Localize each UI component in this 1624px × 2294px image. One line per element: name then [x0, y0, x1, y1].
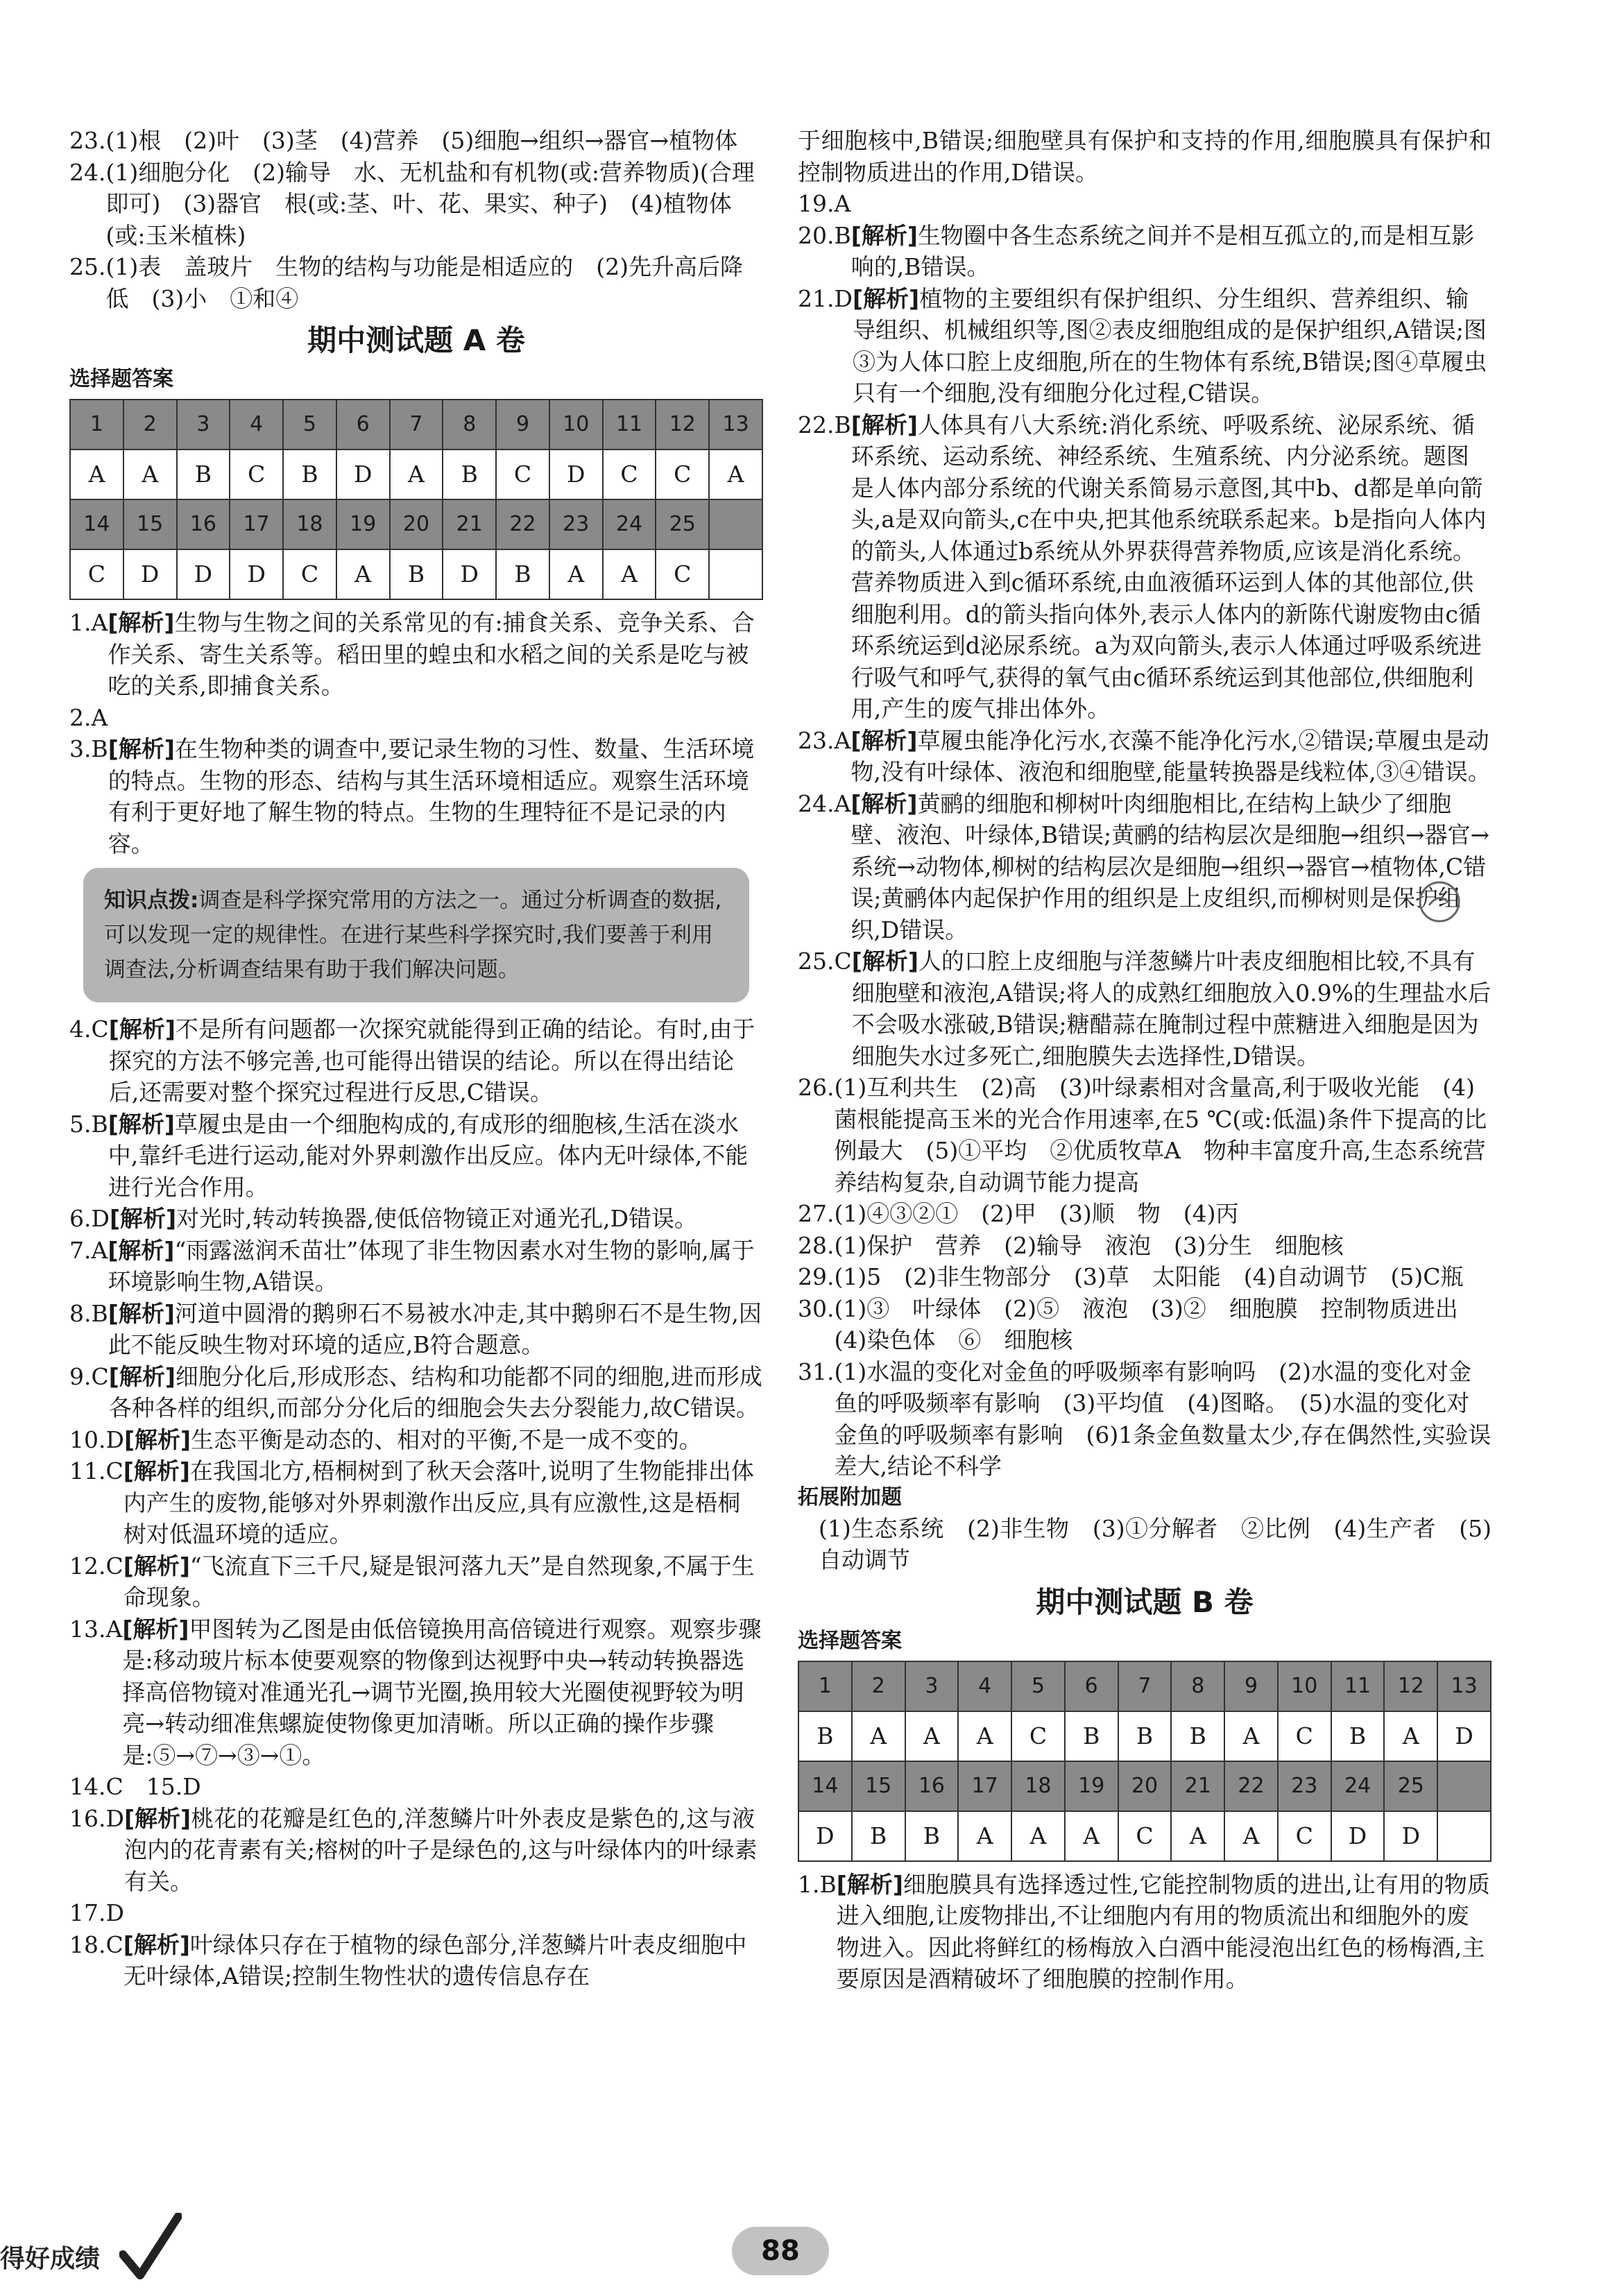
answer-body: 人体具有八大系统:消化系统、呼吸系统、泌尿系统、循环系统、运动系统、神经系统、生殖系统、内分泌系统。题图是人体内部分系统的代谢关系简易示意图,其中b、d都是单向箭头,a是双向箭头,c在中央,把其他系统联系起来。b是指向人体内的箭头,人体通过b系统从外界获得营养物质,应该是消化系统。营养物质进入到c循环系统,由血液循环运到人体的其他部位,供细胞利用。d的箭头指向体外,表示人体内的新陈代谢废物由c循环系统运到d泌尿系统。a为双向箭头,表示人体通过呼吸系统进行吸气和呼气,获得的氧气由c循环系统运到其他部位,供细胞利用,产生的废气排出体外。 [851, 411, 1487, 722]
question-number-cell: 8 [1171, 1661, 1224, 1711]
answer-cell [1437, 1811, 1491, 1861]
answer-cell: C [230, 450, 283, 499]
tip-text: 调查是科学探究常用的方法之一。通过分析调查的数据,可以发现一定的规律性。在进行某些科学探究时,我们要善于利用调查法,分析调查结果有助于我们解决问题。 [104, 888, 722, 982]
answer-text [124, 1803, 763, 1898]
answer-item [798, 788, 1491, 946]
answer-cell: A [123, 450, 177, 499]
answer-body: 生物圈中各生态系统之间并不是相互孤立的,而是相互影响的,B错误。 [851, 221, 1475, 280]
answer-text [108, 733, 763, 859]
answer-text [837, 1869, 1491, 1995]
answer-cell: C [496, 450, 549, 499]
answer-body: 黄鹂的细胞和柳树叶肉细胞相比,在结构上缺少了细胞壁、液泡、叶绿体,B错误;黄鹂的结构层次是细胞→组织→器官→系统→动物体,柳树的结构层次是细胞→组织→器官→植物体,C错误;黄鹂体内起保护作用的组织是上皮组织,而柳树则是保护组织,D错误。 [851, 789, 1490, 943]
answer-cell: C [656, 450, 709, 499]
question-number-cell: 5 [283, 400, 336, 450]
question-number-cell: 6 [1065, 1661, 1118, 1711]
brand-logo: 得好成绩 [0, 2245, 101, 2273]
answer-text [852, 945, 1491, 1072]
checkmark-icon [119, 2213, 182, 2285]
answer-body: “雨露滋润禾苗壮”体现了非生物因素水对生物的影响,属于环境影响生物,A错误。 [108, 1236, 755, 1295]
answer-text [108, 1235, 763, 1298]
answer-text [123, 1455, 763, 1550]
analysis-tag: [解析] [123, 1457, 190, 1484]
answer-cell: A [958, 1711, 1011, 1761]
question-number-cell: 14 [798, 1761, 852, 1811]
answer-cell: D [1331, 1811, 1385, 1861]
answer-text [124, 1424, 763, 1456]
answer-number: 19.A [798, 190, 851, 217]
answer-cell: A [852, 1711, 905, 1761]
analysis-tag: [解析] [123, 1804, 191, 1832]
answer-item [798, 1261, 1491, 1293]
answer-item [798, 220, 1491, 283]
question-number-cell: 3 [177, 400, 230, 450]
answer-text [851, 788, 1491, 946]
answer-item [69, 1235, 763, 1298]
answer-number: 24.A [798, 789, 851, 817]
question-number-cell: 25 [656, 499, 709, 549]
answer-text [109, 1361, 763, 1424]
answer-text [108, 1298, 763, 1361]
question-number-cell: 1 [798, 1661, 852, 1711]
answer-text [834, 1198, 1491, 1230]
question-number-cell: 7 [1118, 1661, 1172, 1711]
answer-item [69, 125, 763, 157]
answer-number: 9.C [69, 1362, 109, 1390]
answer-item [798, 1230, 1491, 1262]
analysis-tag: [解析] [123, 1931, 190, 1958]
question-number-cell: 24 [1331, 1761, 1385, 1811]
question-number-cell: 22 [496, 499, 549, 549]
answer-number: 20.B [798, 221, 851, 249]
answers-before-section-a [69, 125, 763, 314]
question-number-cell: 22 [1224, 1761, 1278, 1811]
answer-cell: A [905, 1711, 959, 1761]
tip-box [83, 868, 749, 1002]
answer-cell: D [1437, 1711, 1491, 1761]
answer-item [798, 188, 1491, 220]
answer-number: 1.A [69, 609, 108, 636]
answer-number: 25. [69, 253, 106, 280]
answer-cell: A [1384, 1711, 1437, 1761]
answer-body: 细胞分化后,形成形态、结构和功能都不同的细胞,进而形成各种各样的组织,而部分分化后的细胞会失去分裂能力,故C错误。 [108, 1362, 762, 1421]
answer-cell: D [549, 450, 603, 499]
question-number-cell: 14 [70, 499, 123, 549]
answer-cell [709, 549, 762, 599]
answer-number: 27. [798, 1200, 835, 1227]
answer-cell: A [1224, 1811, 1278, 1861]
answer-cell: A [1171, 1811, 1224, 1861]
question-number-cell: 25 [1384, 1761, 1437, 1811]
answer-number: 31. [798, 1358, 835, 1385]
answer-number: 4.C [69, 1016, 109, 1043]
answer-item [798, 1072, 1491, 1198]
question-number-row [798, 1661, 1491, 1711]
answer-number: 3.B [69, 735, 108, 762]
answer-text [105, 125, 763, 157]
answer-number: 29. [798, 1263, 835, 1290]
answer-body: 植物的主要组织有保护组织、分生组织、营养组织、输导组织、机械组织等,图②表皮细胞组成的是保护组织,A错误;图③为人体口腔上皮细胞,所在的生物体有系统,B错误;图④草履虫只有一个细胞,没有细胞分化过程,C错误。 [852, 284, 1487, 406]
answer-number: 24. [69, 158, 106, 186]
answer-cell: B [177, 450, 230, 499]
analysis-tag: [解析] [851, 221, 918, 249]
question-number-cell: 8 [443, 400, 496, 450]
continued-text: 于细胞核中,B错误;细胞壁具有保护和支持的作用,细胞膜具有保护和控制物质进出的作用,D错误。 [798, 127, 1491, 186]
answer-item [798, 1869, 1491, 1995]
answer-item [798, 409, 1491, 725]
section-title-a: 期中测试题 A 卷 [307, 323, 525, 357]
answer-text [834, 1230, 1491, 1262]
answer-cell: C [283, 549, 336, 599]
answer-cell: A [549, 549, 603, 599]
mcq-table-b [798, 1661, 1491, 1862]
answer-item [69, 251, 763, 314]
answer-cell: A [1065, 1811, 1118, 1861]
answer-cell: A [958, 1811, 1011, 1861]
left-column [69, 125, 763, 1992]
question-number-cell: 13 [709, 400, 762, 450]
analysis-tag: [解析] [108, 1016, 176, 1043]
answer-item [69, 1613, 763, 1772]
answer-text [105, 251, 763, 314]
question-number-cell: 21 [1171, 1761, 1224, 1811]
answer-item [69, 702, 763, 734]
mcq-label-b: 选择题答案 [798, 1628, 902, 1653]
question-number-cell [1437, 1761, 1491, 1811]
question-number-cell: 16 [905, 1761, 959, 1811]
answer-text [851, 725, 1491, 788]
answer-cell: D [336, 450, 390, 499]
question-number-row [798, 1761, 1491, 1811]
answer-number: 16.D [69, 1804, 124, 1832]
answer-item [798, 1198, 1491, 1230]
question-number-cell: 10 [549, 400, 603, 450]
answer-number: 13.A [69, 1615, 123, 1643]
answer-cell: B [1065, 1711, 1118, 1761]
answer-body: (1)④③②① (2)甲 (3)顺 物 (4)丙 [834, 1200, 1239, 1227]
answer-item [798, 725, 1491, 788]
answer-text [108, 607, 763, 702]
answer-number: 26. [798, 1074, 835, 1101]
answer-item [69, 1803, 763, 1898]
stamp-icon [1415, 878, 1464, 929]
analysis-tag: [解析] [108, 609, 175, 636]
question-number-cell: 9 [496, 400, 549, 450]
answer-text [851, 188, 1491, 220]
question-number-cell: 13 [1437, 1661, 1491, 1711]
answer-number: 23.A [798, 726, 851, 754]
answer-text [109, 1013, 763, 1109]
right-column [798, 125, 1491, 1995]
answer-body: 草履虫是由一个细胞构成的,有成形的细胞核,生活在淡水中,靠纤毛进行运动,能对外界刺激作出反应。体内无叶绿体,不能进行光合作用。 [108, 1110, 749, 1201]
analysis-tag: [解析] [851, 789, 918, 817]
answer-body: 河道中圆滑的鹅卵石不易被水冲走,其中鹅卵石不是生物,因此不能反映生物对环境的适应,B符合题意。 [108, 1299, 762, 1358]
question-number-cell: 18 [283, 499, 336, 549]
answer-body: 对光时,转动转换器,使低倍物镜正对通光孔,D错误。 [176, 1205, 698, 1232]
answer-body: 生物与生物之间的关系常见的有:捕食关系、竞争关系、合作关系、寄生关系等。稻田里的蝗虫和水稻之间的关系是吃与被吃的关系,即捕食关系。 [108, 609, 755, 699]
question-number-cell: 2 [852, 1661, 905, 1711]
answer-number: 2.A [69, 703, 108, 731]
analysis-tag: [解析] [122, 1615, 189, 1643]
analysis-tag: [解析] [108, 1299, 175, 1327]
question-number-cell: 20 [390, 499, 443, 549]
answer-text [851, 409, 1491, 725]
answer-body: (1)根 (2)叶 (3)茎 (4)营养 (5)细胞→组织→器官→植物体 [105, 127, 738, 154]
question-number-cell: 10 [1278, 1661, 1331, 1711]
answer-body: 叶绿体只存在于植物的绿色部分,洋葱鳞片叶表皮细胞中无叶绿体,A错误;控制生物性状的遗传信息存在 [123, 1931, 747, 1989]
answer-text [201, 1771, 763, 1803]
answer-item [69, 1550, 763, 1613]
analysis-tag: [解析] [108, 1236, 175, 1264]
answer-cell: C [603, 450, 656, 499]
answer-item [69, 1013, 763, 1109]
answer-body: (1)互利共生 (2)高 (3)叶绿素相对含量高,利于吸收光能 (4)菌根能提高玉米的光合作用速率,在5 ℃(或:低温)条件下提高的比例最大 (5)①平均 ②优质牧草A 物种丰富度升高,生态系统营养结构复杂,自动调节能力提高 [834, 1074, 1487, 1196]
answer-cell: B [905, 1811, 959, 1861]
question-number-cell: 2 [123, 400, 177, 450]
question-number-cell: 7 [390, 400, 443, 450]
analysis-tag: [解析] [109, 1205, 177, 1232]
answer-item [798, 1293, 1491, 1356]
answer-cell: B [283, 450, 336, 499]
answer-number: 28. [798, 1231, 835, 1259]
answer-number: 8.B [69, 1299, 108, 1327]
question-number-cell: 16 [177, 499, 230, 549]
answer-body: (1)细胞分化 (2)输导 水、无机盐和有机物(或:营养物质)(合理即可) (3)器官 根(或:茎、叶、花、果实、种子) (4)植物体(或:玉米植株) [105, 158, 755, 249]
answer-cell: B [443, 450, 496, 499]
question-number-cell: 12 [656, 400, 709, 450]
answer-row [70, 450, 762, 499]
extension-answers: (1)生态系统 (2)非生物 (3)①分解者 ②比例 (4)生产者 (5)自动调节 [819, 1514, 1491, 1573]
answer-text [851, 220, 1491, 283]
analysis-tag: [解析] [851, 948, 918, 975]
answer-text [123, 1929, 763, 1992]
question-number-cell: 17 [958, 1761, 1011, 1811]
answer-cell: D [177, 549, 230, 599]
answer-cell: A [1224, 1711, 1278, 1761]
answer-text [123, 1550, 763, 1613]
answer-body: 细胞膜具有选择透过性,它能控制物质的进出,让有用的物质进入细胞,让废物排出,不让细胞内有用的物质流出和细胞外的废物进入。因此将鲜红的杨梅放入白酒中能浸泡出红色的杨梅酒,主要原因是酒精破坏了细胞膜的控制作用。 [836, 1870, 1490, 1992]
answer-cell: B [1171, 1711, 1224, 1761]
answer-item [69, 1203, 763, 1235]
answer-item [69, 733, 763, 859]
answer-cell: A [390, 450, 443, 499]
mcq-label-a: 选择题答案 [69, 367, 173, 391]
question-number-cell: 17 [230, 499, 283, 549]
answer-item [798, 283, 1491, 409]
section-title-b: 期中测试题 B 卷 [1036, 1584, 1254, 1619]
question-number-cell: 19 [336, 499, 390, 549]
analysis-tag: [解析] [852, 284, 920, 312]
question-number-cell: 11 [603, 400, 656, 450]
answer-number: 10.D [69, 1426, 124, 1453]
answer-cell: D [123, 549, 177, 599]
question-number-cell: 24 [603, 499, 656, 549]
answer-cell: D [798, 1811, 852, 1861]
answer-text [834, 1356, 1491, 1482]
answer-cell: C [70, 549, 123, 599]
answer-body: 生态平衡是动态的、相对的平衡,不是一成不变的。 [191, 1426, 702, 1453]
answer-text [124, 1897, 763, 1929]
question-number-cell: 15 [123, 499, 177, 549]
question-number-cell: 23 [1278, 1761, 1331, 1811]
analysis-tag: [解析] [108, 1110, 175, 1138]
answer-body: 甲图转为乙图是由低倍镜换用高倍镜进行观察。观察步骤是:移动玻片标本使要观察的物像到达视野中央→转动转换器选择高倍物镜对准通光孔→调节光圈,换用较大光圈使视野较为明亮→转动细准焦螺旋使物像更加清晰。所以正确的操作步骤是:⑤→⑦→③→①。 [122, 1615, 762, 1769]
answer-cell: C [1118, 1811, 1172, 1861]
answer-number: 25.C [798, 948, 852, 975]
answer-number: 30. [798, 1294, 835, 1322]
analysis-tag: [解析] [108, 1362, 176, 1390]
answer-item [798, 1356, 1491, 1482]
analysis-tag: [解析] [851, 411, 918, 438]
analysis-tag: [解析] [836, 1870, 903, 1898]
answer-body: (1)表 盖玻片 生物的结构与功能是相适应的 (2)先升高后降低 (3)小 ①和④ [105, 253, 743, 312]
answer-cell: A [70, 450, 123, 499]
tip-label: 知识点拨: [104, 888, 199, 913]
question-number-cell: 9 [1224, 1661, 1278, 1711]
extension-label: 拓展附加题 [798, 1484, 902, 1509]
answer-body: 草履虫能净化污水,衣藻不能净化污水,②错误;草履虫是动物,没有叶绿体、液泡和细胞壁,能量转换器是线粒体,③④错误。 [851, 726, 1491, 785]
answer-cell: A [1011, 1811, 1065, 1861]
question-number-cell: 1 [70, 400, 123, 450]
answer-body: 在我国北方,梧桐树到了秋天会落叶,说明了生物能排出体内产生的废物,能够对外界刺激作出反应,具有应激性,这是梧桐树对低温环境的适应。 [123, 1457, 754, 1548]
answer-row [798, 1711, 1491, 1761]
answer-cell: D [443, 549, 496, 599]
analysis-tag: [解析] [851, 726, 918, 754]
question-number-cell [709, 499, 762, 549]
question-number-cell: 4 [958, 1661, 1011, 1711]
answer-cell: B [390, 549, 443, 599]
question-number-cell: 23 [549, 499, 603, 549]
answer-cell: C [1278, 1811, 1331, 1861]
question-number-cell: 19 [1065, 1761, 1118, 1811]
answer-text [834, 1072, 1491, 1198]
analysis-tag: [解析] [123, 1426, 191, 1453]
question-number-cell: 15 [852, 1761, 905, 1811]
answer-cell: C [1011, 1711, 1065, 1761]
answer-cell: B [798, 1711, 852, 1761]
answer-body: 在生物种类的调查中,要记录生物的习性、数量、生活环境的特点。生物的形态、结构与其生活环境相适应。观察生活环境有利于更好地了解生物的特点。生物的生理特征不是记录的内容。 [108, 735, 755, 857]
answer-body: (1)5 (2)非生物部分 (3)草 太阳能 (4)自动调节 (5)C瓶 [834, 1263, 1464, 1290]
question-number-cell: 18 [1011, 1761, 1065, 1811]
answer-item [69, 1929, 763, 1992]
answer-list-a-part2 [69, 1013, 763, 1992]
question-number-cell: 3 [905, 1661, 959, 1711]
question-number-cell: 11 [1331, 1661, 1385, 1711]
answer-number: 22.B [798, 411, 851, 438]
answer-text [122, 1613, 763, 1772]
page-number: 88 [732, 2227, 829, 2275]
answer-item [69, 607, 763, 702]
answer-cell: A [603, 549, 656, 599]
answer-number: 12.C [69, 1552, 123, 1580]
answer-list-b [798, 1869, 1491, 1995]
question-number-cell: 21 [443, 499, 496, 549]
answer-text [108, 1109, 763, 1204]
answer-item [69, 1455, 763, 1550]
answer-cell: A [709, 450, 762, 499]
answer-cell: C [1278, 1711, 1331, 1761]
answer-body: (1)③ 叶绿体 (2)⑤ 液泡 (3)② 细胞膜 控制物质进出 (4)染色体 ⑥ 细胞核 [834, 1294, 1481, 1353]
answer-text [110, 1203, 763, 1235]
answer-number: 5.B [69, 1110, 108, 1138]
answer-text [105, 157, 763, 252]
question-number-cell: 6 [336, 400, 390, 450]
answer-text [853, 283, 1491, 409]
answer-list-a-part1 [69, 607, 763, 859]
answer-body: (1)水温的变化对金鱼的呼吸频率有影响吗 (2)水温的变化对金鱼的呼吸频率有影响 (3)平均值 (4)图略。 (5)水温的变化对金鱼的呼吸频率有影响 (6)1条金鱼数量太少,存在偶然性,实验误差大,结论不科学 [834, 1358, 1491, 1480]
answer-cell: D [1384, 1811, 1437, 1861]
answer-body: 人的口腔上皮细胞与洋葱鳞片叶表皮细胞相比较,不具有细胞壁和液泡,A错误;将人的成熟红细胞放入0.9%的生理盐水后不会吸水涨破,B错误;糖醋蒜在腌制过程中蔗糖进入细胞是因为细胞失水过多死亡,细胞膜失去选择性,D错误。 [851, 948, 1491, 1070]
answer-body: 桃花的花瓣是红色的,洋葱鳞片叶外表皮是紫色的,这与液泡内的花青素有关;榕树的叶子是绿色的,这与叶绿体内的叶绿素有关。 [123, 1804, 758, 1895]
answer-item [69, 157, 763, 252]
answer-text [108, 702, 763, 734]
answer-item [69, 1298, 763, 1361]
answer-number: 11.C [69, 1457, 123, 1484]
answer-row [798, 1811, 1491, 1861]
answer-cell: A [336, 549, 390, 599]
answer-number: 1.B [798, 1870, 837, 1898]
answer-number: 7.A [69, 1236, 108, 1264]
question-number-row [70, 400, 762, 450]
analysis-tag: [解析] [123, 1552, 190, 1580]
answer-cell: D [230, 549, 283, 599]
answer-item [69, 1897, 763, 1929]
answer-number: 17.D [69, 1899, 124, 1926]
question-number-cell: 4 [230, 400, 283, 450]
question-number-cell: 12 [1384, 1661, 1437, 1711]
answer-number: 14.C 15.D [69, 1773, 201, 1800]
answer-item [69, 1424, 763, 1456]
answer-row [70, 549, 762, 599]
answer-cell: B [1331, 1711, 1385, 1761]
analysis-tag: [解析] [108, 735, 175, 762]
answer-body: 不是所有问题都一次探究就能得到正确的结论。有时,由于探究的方法不够完善,也可能得出错误的结论。所以在得出结论后,还需要对整个探究过程进行反思,C错误。 [108, 1016, 755, 1106]
question-number-cell: 20 [1118, 1761, 1172, 1811]
answer-cell: B [1118, 1711, 1172, 1761]
answer-cell: C [656, 549, 709, 599]
answer-number: 6.D [69, 1205, 110, 1232]
answer-cell: B [496, 549, 549, 599]
answer-number: 23. [69, 127, 106, 154]
answer-text [834, 1293, 1491, 1356]
answer-text [834, 1261, 1491, 1293]
answer-item [69, 1361, 763, 1424]
answer-number: 18.C [69, 1931, 123, 1958]
answer-item [69, 1109, 763, 1204]
answer-body: “飞流直下三千尺,疑是银河落九天”是自然现象,不属于生命现象。 [123, 1552, 755, 1611]
answer-body: (1)保护 营养 (2)输导 液泡 (3)分生 细胞核 [834, 1231, 1344, 1259]
answer-cell: B [852, 1811, 905, 1861]
answer-list-a-part3 [798, 188, 1491, 1482]
answer-item [69, 1771, 763, 1803]
mcq-table-a [69, 399, 763, 600]
question-number-row [70, 499, 762, 549]
answer-item [798, 945, 1491, 1072]
answer-number: 21.D [798, 284, 853, 312]
question-number-cell: 5 [1011, 1661, 1065, 1711]
